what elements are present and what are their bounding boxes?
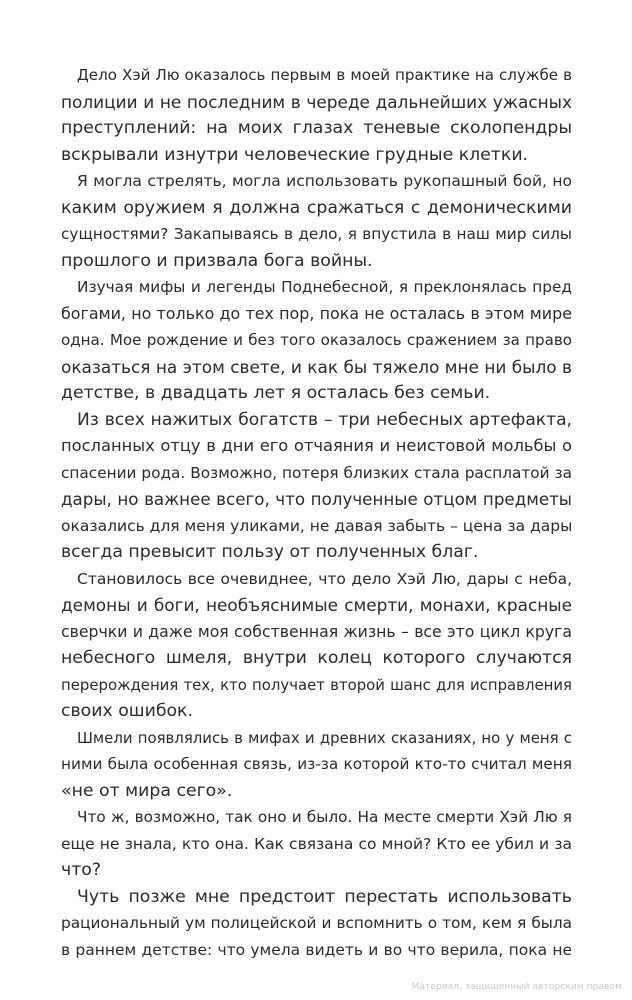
text-line: спасении рода. Возможно, потеря близких стала расплатой за (61, 463, 572, 482)
text-line: «не от мира сего». (61, 780, 233, 801)
text-line: дары, но важнее всего, что полученные отцом предметы (61, 489, 572, 509)
text-line: что? (61, 860, 102, 880)
text-line: полиции и не последним в череде дальнейших ужасных (61, 91, 572, 112)
text-line: прошлого и призвала бога войны. (61, 250, 373, 271)
text-line: перерождения тех, кто получает второй шанс для исправления (61, 675, 572, 694)
text-line: в раннем детстве: что умела видеть и во что верила, пока не (61, 940, 572, 959)
paragraph-first-line: Дело Хэй Лю оказалось первым в моей практике на службе в (77, 66, 572, 84)
paragraph-first-line: Становилось все очевиднее, что дело Хэй Лю, дары с неба, (77, 569, 572, 588)
text-line: демоны и боги, необъяснимые смерти, монахи, красные (61, 595, 572, 615)
text-line: небесного шмеля, внутри колец которого случаются (61, 648, 572, 668)
text-line: сверчки и даже моя собственная жизнь – все это цикл круга (61, 621, 572, 641)
text-line: своих ошибок. (61, 701, 193, 721)
text-line: богами, но только до тех пор, пока не осталась в этом мире (61, 303, 572, 323)
text-line: преступлений: на моих глазах теневые сколопендры (61, 118, 572, 138)
text-line: еще не знала, кто она. Как связана со мной? Кто ее убил и за (61, 834, 572, 853)
body-text (61, 62, 572, 963)
text-line: оказаться на этом свете, и как бы тяжело мне ни было в (61, 356, 572, 377)
paragraph-first-line: Что ж, возможно, так оно и было. На месте смерти Хэй Лю я (77, 808, 572, 826)
paragraph-first-line: Я могла стрелять, могла использовать рукопашный бой, но (77, 172, 572, 190)
copyright-watermark: Материал, защищенный авторским правом (411, 982, 622, 992)
text-line: вскрывали изнутри человеческие грудные клетки. (61, 144, 529, 165)
text-line: оказались для меня уликами, не давая забыть – цена за дары (61, 516, 572, 535)
text-line: посланных отцу в дни его отчаяния и неистовой мольбы о (61, 436, 572, 455)
text-line: каким оружием я должна сражаться с демоническими (61, 197, 572, 218)
text-line: одна. Мое рождение и без того оказалось сражением за право (61, 331, 572, 349)
paragraph-first-line: Чуть позже мне предстоит перестать использовать (77, 886, 572, 907)
paragraph-first-line: Шмели появлялись в мифах и древних сказаниях, но у меня с (77, 728, 572, 747)
text-line: всегда превысит пользу от полученных благ. (61, 542, 479, 562)
paragraph-first-line: Изучая мифы и легенды Поднебесной, я преклонялась пред (77, 278, 572, 296)
text-line: сущностями? Закапываясь в дело, я впустила в наш мир силы (61, 225, 572, 243)
paragraph-first-line: Из всех нажитых богатств – три небесных артефакта, (77, 409, 572, 430)
text-line: рациональный ум полицейской и вспомнить о том, кем я была (61, 914, 572, 932)
text-line: ними была особенная связь, из-за которой кто-то считал меня (61, 755, 572, 773)
text-line: детстве, в двадцать лет я осталась без семьи. (61, 383, 491, 403)
